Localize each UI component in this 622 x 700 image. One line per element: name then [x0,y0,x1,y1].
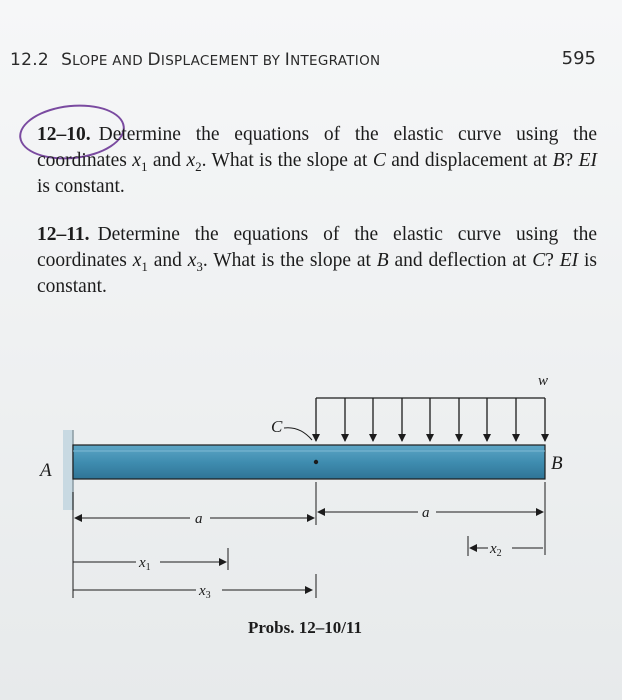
text-part: is constant. [37,176,125,197]
text-part: and deflection at [388,250,533,271]
section-title-part: D [147,50,161,70]
section-title-part: I [284,50,291,70]
svg-text:a: a [422,505,430,521]
section-title-part: NTEGRATION [290,53,381,69]
text-part: 3 [196,258,203,274]
text-part: x [132,250,142,271]
text-part: . What is the slope at [202,250,377,271]
section-number: 12.2 [10,50,50,70]
coordinate-x3 [73,574,316,601]
text-part: ? [545,250,560,271]
label-c: C [271,417,283,436]
text-part: EI [559,250,579,271]
text-part: and displacement at [385,150,553,171]
text-part: ? [564,150,579,171]
text-part: EI [578,150,598,171]
text-part: 1 [140,158,148,174]
figure-caption: Probs. 12–10/11 [248,618,362,637]
text-part: C [372,150,386,171]
svg-text:x2: $x_2$ [490,541,502,559]
svg-text:x1: $x_1$ [139,555,151,573]
text-part: Determine the equations of the elastic curve using the coordinates [37,224,597,271]
fixed-support [63,430,73,510]
coordinate-x2 [468,536,543,559]
coordinate-x1 [73,548,228,573]
text-part: and [147,250,188,271]
label-load-w: w [538,373,549,389]
label-a: A [40,460,52,481]
text-part: Determine the equations of the elastic curve using the coordinates [37,124,597,171]
text-part: x [187,250,197,271]
text-part: B [376,250,389,271]
section-title-part: LOPE AND [72,53,148,69]
svg-text:x3: $x_3$ [199,583,211,601]
point-c-marker [314,460,318,464]
text-part: 2 [195,158,202,174]
problem-number: 12–11. [37,224,90,245]
text-part: C [532,250,546,271]
text-part: 1 [141,258,148,274]
problem-number: 12–10. [37,124,91,145]
section-title-part: ISPLACEMENT BY [160,53,285,69]
dimension-a-right [318,505,543,521]
page-number: 595 [561,48,596,69]
text-part: x [132,150,141,171]
text-part: . What is the slope at [201,150,373,171]
section-title-part: S [61,50,73,70]
label-b: B [551,453,563,474]
beam [73,445,545,479]
text-part: x [186,150,196,171]
dimension-a-left [75,511,314,527]
svg-text:a: a [195,511,203,527]
text-part: is constant. [37,250,598,297]
distributed-load [316,398,545,441]
text-part: B [552,150,565,171]
text-part: and [147,150,187,171]
